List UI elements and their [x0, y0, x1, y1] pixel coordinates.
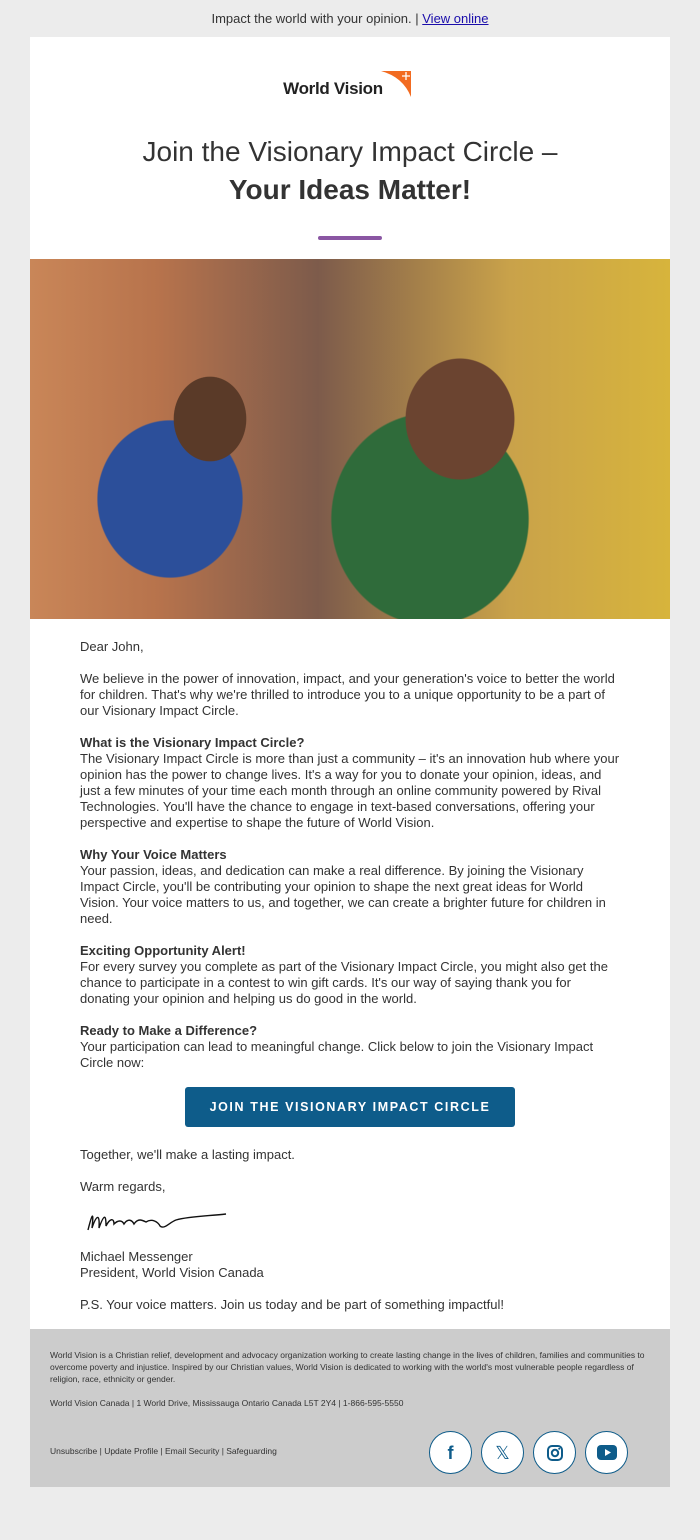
footer — [30, 1329, 670, 1487]
section-text: Your participation can lead to meaningful change. Click below to join the Visionary Impact Circle now: — [80, 1039, 594, 1070]
section-text: The Visionary Impact Circle is more than just a community – it's an innovation hub where your opinion has the power to change lives. It's a way for you to donate your opinion, ideas, and just a few minutes of your time each month through an online community powered by Rival Technologies. You'll have the chance to engage in text-based conversations, offering your perspective and expertise to shape the future of World Vision. — [80, 751, 620, 830]
logo-mark-icon — [381, 69, 417, 97]
preheader — [0, 0, 700, 37]
section-text: For every survey you complete as part of the Visionary Impact Circle, you might also get the chance to participate in a contest to win gift cards. It's our way of saying thank you for donating your opinion and helping us do good in the world. — [80, 959, 608, 1006]
preheader-text: Impact the world with your opinion. | — [211, 11, 423, 26]
footer-links: Unsubscribe | Update Profile | Email Security | Safeguarding — [50, 1446, 277, 1456]
headline-line2: Your Ideas Matter! — [228, 174, 472, 205]
sign-off: Warm regards, — [80, 1179, 166, 1194]
hero-image — [30, 259, 670, 619]
footer-address: World Vision Canada | 1 World Drive, Mississauga Ontario Canada L5T 2Y4 | 1-866-595-5550 — [50, 1398, 404, 1408]
facebook-icon[interactable]: f — [429, 1431, 472, 1474]
closing-line: Together, we'll make a lasting impact. — [80, 1147, 295, 1162]
instagram-icon[interactable] — [533, 1431, 576, 1474]
section — [80, 847, 620, 927]
world-vision-logo[interactable] — [30, 37, 670, 107]
section — [80, 735, 620, 831]
safeguarding-link[interactable]: Safeguarding — [226, 1446, 277, 1456]
section-title: What is the Visionary Impact Circle? — [80, 735, 305, 750]
postscript: P.S. Your voice matters. Join us today and be part of something impactful! — [80, 1297, 504, 1312]
x-icon[interactable]: 𝕏 — [481, 1431, 524, 1474]
accent-divider — [318, 236, 382, 240]
section-text: Your passion, ideas, and dedication can make a real difference. By joining the Visionary Impact Circle, you'll be contributing your opinion to shape the next great ideas for World Vision. Your voice matters to us, and together, we can create a brighter future for children in need. — [80, 863, 606, 926]
youtube-icon[interactable] — [585, 1431, 628, 1474]
social-links — [429, 1431, 628, 1474]
email-body — [30, 619, 670, 1313]
signature-image — [80, 1201, 230, 1241]
update-profile-link[interactable]: Update Profile — [104, 1446, 159, 1456]
email-security-link[interactable]: Email Security — [165, 1446, 220, 1456]
signer — [80, 1249, 620, 1281]
section — [80, 943, 620, 1007]
signer-name: Michael Messenger — [80, 1249, 193, 1264]
section-title: Why Your Voice Matters — [80, 847, 227, 862]
view-online-link[interactable]: View online — [422, 11, 489, 26]
email-card — [30, 37, 670, 1487]
footer-about: World Vision is a Christian relief, development and advocacy organization working to create lasting change in the lives of children, families and communities to overcome poverty and injustice. Inspired by our Christian values, World Vision is dedicated to working with the world's most vulnerable people regardless of religion, race, ethnicity or gender. — [50, 1350, 645, 1384]
logo-text: World Vision — [283, 79, 383, 98]
join-circle-button[interactable]: JOIN THE VISIONARY IMPACT CIRCLE — [185, 1087, 515, 1127]
headline-line1: Join the Visionary Impact Circle – — [142, 136, 558, 167]
headline — [30, 133, 670, 209]
intro: We believe in the power of innovation, impact, and your generation's voice to better the world for children. That's why we're thrilled to introduce you to a unique opportunity to be a part of our Visionary Impact Circle. — [80, 671, 615, 718]
section-title: Exciting Opportunity Alert! — [80, 943, 246, 958]
unsubscribe-link[interactable]: Unsubscribe — [50, 1446, 98, 1456]
signer-title: President, World Vision Canada — [80, 1265, 264, 1280]
section — [80, 1023, 620, 1071]
section-title: Ready to Make a Difference? — [80, 1023, 258, 1038]
greeting: Dear John, — [80, 639, 144, 654]
